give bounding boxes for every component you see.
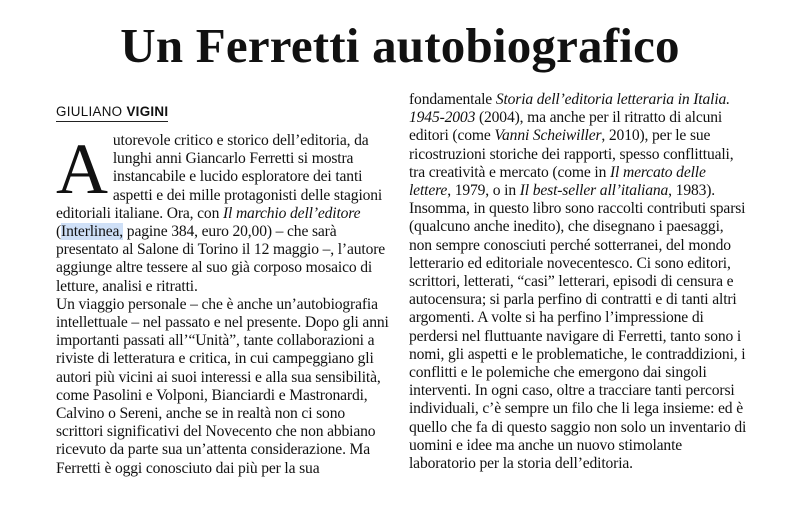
cont-text-2: (2004), ma anche per il ritratto di alcuni editori (come — [409, 109, 723, 145]
byline-first-name: GIULIANO — [56, 104, 123, 119]
paragraph-2: Un viaggio personale – che è anche un’autobiografia intellettuale – nel passato e nel presente. Dopo gli anni importanti passati all’“Unità”, tante collaborazioni a riviste di letteratura e critica, in cui campeggiano gli autori più vicini ai suoi interessi e alla sua sensibilità, come Pasolini e Volponi, Bianciardi e Mastronardi, Calvino o Sereni, anche se in realtà non ci sono scrittori significativi del Novecento che non abbiano ricevuto da parte sua un’attenta considerazione. Ma Ferretti è oggi conosciuto dai più per la sua — [56, 295, 389, 477]
paragraph-2-continued — [409, 91, 747, 200]
cont-text-3: , 2010), per le sue ricostruzioni storiche dei rapporti, spesso conflittuali, tra creatività e mercato (come in — [409, 127, 734, 181]
lead-paragraph — [56, 129, 392, 296]
byline-last-name: VIGINI — [126, 104, 169, 119]
cont-text-1: fondamentale — [409, 91, 496, 108]
book-title-mercato: Il mercato delle lettere — [409, 163, 706, 200]
drop-cap: A — [56, 129, 108, 209]
article-column-left — [56, 91, 392, 478]
book-title-storia: Storia dell’editoria letteraria in Italia. 1945-2003 — [409, 91, 730, 127]
cont-text-4: , 1979, o in — [447, 182, 520, 200]
highlighted-publisher: Interlinea, — [61, 223, 124, 241]
book-title-best-seller: Il best-seller all’italiana — [519, 182, 669, 200]
lead-text-3: pagine 384, euro 20,00) – che sarà presentato al Salone di Torino il 12 maggio –, l’autore aggiunge altre tessere al suo già corposo mosaico di letture, analisi e ritratti. — [56, 223, 386, 295]
article-column-right — [409, 91, 747, 473]
book-title: Il marchio dell’editore — [222, 204, 361, 222]
paragraph-3: Insomma, in questo libro sono raccolti contributi sparsi (qualcuno anche inedito), che disegnano i paesaggi, non sempre conosciuti perché sotterranei, del mondo letterario ed editoriale novecentesco. Ci sono editori, scrittori, letterati, “casi” letterari, episodi di censura e autocensura; si parla perfino di contratti e di tanti altri argomenti. A volte si ha perfino l’impressione di perdersi nel fluttuante navigare di Ferretti, tanto sono i nomi, gli aspetti e le problematiche, le contraddizioni, i conflitti e le polemiche che emergono dai singoli interventi. In ogni caso, oltre a tracciare tanti percorsi individuali, c’è sempre un filo che li lega insieme: ed è quello che fa di questo saggio non solo un inventario di uomini e idee ma anche un nuovo stimolante laboratorio per la storia dell’editoria. — [409, 200, 747, 473]
article-headline: Un Ferretti autobiografico — [120, 18, 680, 73]
byline — [56, 103, 168, 122]
lead-text-2: ( — [56, 223, 62, 241]
cont-text-5: , 1983). — [668, 182, 716, 200]
book-title-scheiwiller: Vanni Scheiwiller — [494, 127, 602, 145]
lead-text-1: utorevole critico e storico dell’editoria, da lunghi anni Giancarlo Ferretti si mostra instancabile e lucido esploratore dei tanti aspetti e dei mille protagonisti delle stagioni editoriali italiane. Ora, con — [56, 132, 383, 222]
